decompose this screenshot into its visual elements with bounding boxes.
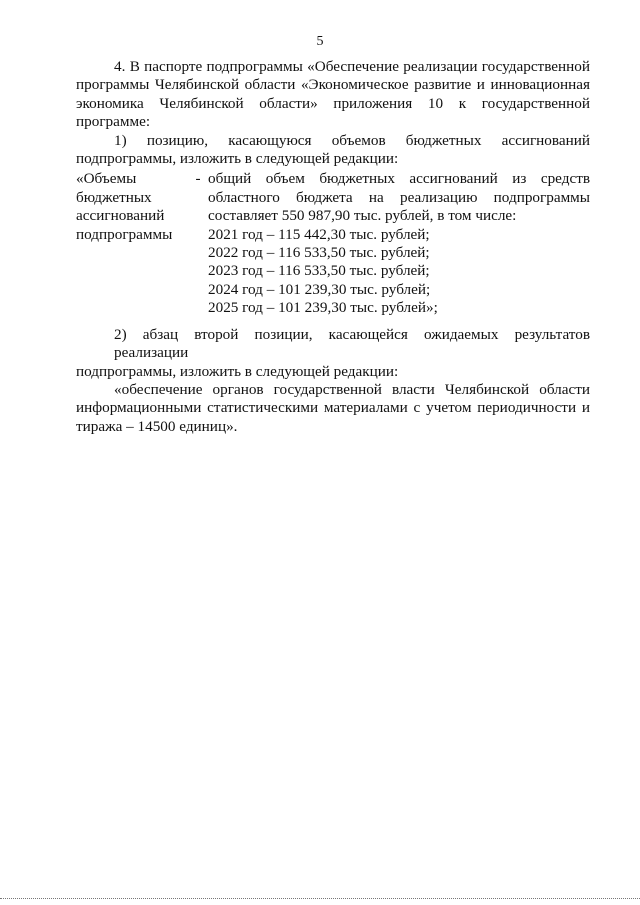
- position-content-line: общий объем бюджетных ассигнований из средств: [208, 170, 590, 188]
- year-amount: 2021 год – 115 442,30 тыс. рублей;: [208, 225, 430, 243]
- year-amount: 2023 год – 116 533,50 тыс. рублей;: [208, 262, 430, 280]
- item-4-line-4: программе:: [76, 113, 151, 131]
- position-content-line: областного бюджета на реализацию подпрограммы: [208, 188, 590, 206]
- position-title-line: подпрограммы: [76, 225, 173, 243]
- quote-line-3: тиража – 14500 единиц».: [76, 417, 238, 435]
- quote-line-2: информационными статистическими материалами с учетом периодичности и: [76, 399, 590, 417]
- position-content: [208, 170, 590, 317]
- subitem-1-line-1: 1) позицию, касающуюся объемов бюджетных ассигнований: [114, 131, 590, 149]
- subitem-1-line-2: подпрограммы, изложить в следующей редакции:: [76, 150, 399, 168]
- position-title: [76, 170, 188, 317]
- item-4-line-1: 4. В паспорте подпрограммы «Обеспечение реализации государственной: [114, 58, 590, 75]
- subitem-2-paragraph: [76, 326, 590, 381]
- subitem-2-line-1: 2) абзац второй позиции, касающейся ожидаемых результатов реализации: [114, 325, 590, 362]
- subitem-1-paragraph: [76, 132, 590, 169]
- page-number: 5: [316, 34, 324, 49]
- position-content-line: составляет 550 987,90 тыс. рублей, в том числе:: [208, 207, 517, 225]
- position-title-line: «Объемы: [76, 170, 137, 188]
- budget-position-table: [76, 170, 590, 317]
- position-dash: -: [195, 170, 201, 188]
- item-4-line-2: программы Челябинской области «Экономическое развитие и инновационная: [76, 76, 590, 94]
- position-title-line: бюджетных: [76, 188, 152, 206]
- scan-bottom-edge: [0, 898, 640, 899]
- subitem-2-line-2: подпрограммы, изложить в следующей редакции:: [76, 362, 399, 380]
- document-body: [76, 58, 590, 436]
- year-amount: 2024 год – 101 239,30 тыс. рублей;: [208, 280, 431, 298]
- quoted-result-paragraph: [76, 381, 590, 436]
- year-amount: 2025 год – 101 239,30 тыс. рублей»;: [208, 299, 438, 317]
- quote-line-1: «обеспечение органов государственной власти Челябинской области: [114, 380, 590, 398]
- item-4-paragraph: [76, 58, 590, 132]
- item-4-line-3: экономика Челябинской области» приложения 10 к государственной: [76, 94, 590, 112]
- position-title-line: ассигнований: [76, 207, 165, 225]
- year-amount: 2022 год – 116 533,50 тыс. рублей;: [208, 244, 430, 262]
